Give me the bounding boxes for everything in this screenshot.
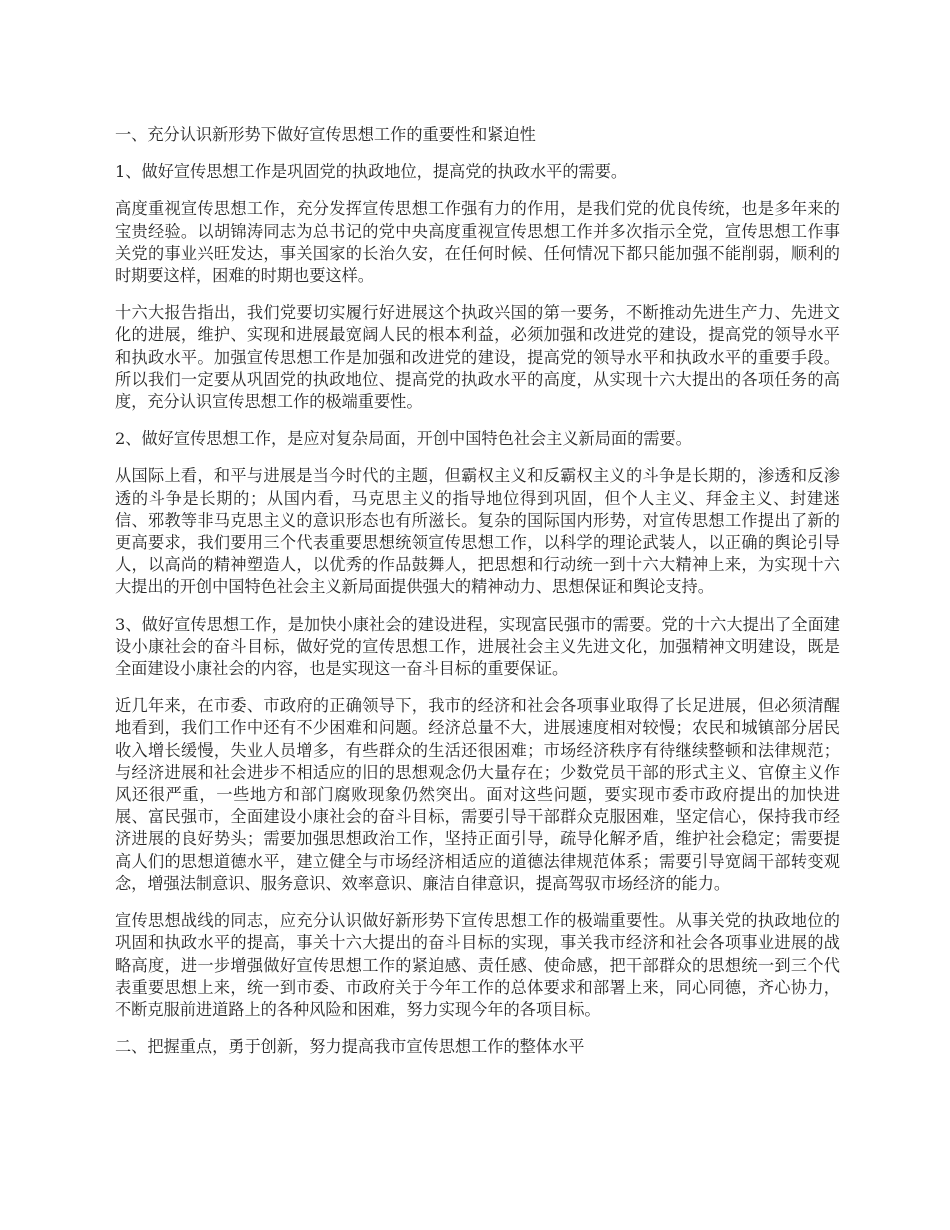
paragraph-4: 3、做好宣传思想工作，是加快小康社会的建设进程，实现富民强市的需要。党的十六大提出了全面建设小康社会的奋斗目标，做好党的宣传思想工作，进展社会主义先进文化，加强精神文明建设，既是全面建设小康社会的内容，也是实现这一奋斗目标的重要保证。 (115, 614, 840, 679)
paragraph-1: 高度重视宣传思想工作，充分发挥宣传思想工作强有力的作用，是我们党的优良传统，也是多年来的宝贵经验。以胡锦涛同志为总书记的党中央高度重视宣传思想工作并多次指示全党，宣传思想工作事关党的事业兴旺发达，事关国家的长治久安，在任何时候、任何情况下都只能加强不能削弱，顺利的时期要这样，困难的时期也要这样。 (115, 199, 840, 286)
document-page (115, 124, 840, 1073)
section-1-heading: 一、充分认识新形势下做好宣传思想工作的重要性和紧迫性 (115, 125, 536, 144)
paragraph-6: 宣传思想战线的同志，应充分认识做好新形势下宣传思想工作的极端重要性。从事关党的执政地位的巩固和执政水平的提高，事关十六大提出的奋斗目标的实现，事关我市经济和社会各项事业进展的战略高度，进一步增强做好宣传思想工作的紧迫感、责任感、使命感，把干部群众的思想统一到三个代表重要思想上来，统一到市委、市政府关于今年工作的总体要求和部署上来，同心同德，齐心协力，不断克服前进道路上的各种风险和困难，努力实现今年的各项目标。 (115, 911, 840, 1019)
point-2-heading: 2、做好宣传思想工作，是应对复杂局面，开创中国特色社会主义新局面的需要。 (115, 429, 692, 449)
section-2-heading: 二、把握重点，勇于创新，努力提高我市宣传思想工作的整体水平 (115, 1037, 585, 1057)
paragraph-2: 十六大报告指出，我们党要切实履行好进展这个执政兴国的第一要务，不断推动先进生产力、先进文化的进展，维护、实现和进展最宽阔人民的根本利益，必须加强和改进党的建设，提高党的领导水平和执政水平。加强宣传思想工作是加强和改进党的建设，提高党的领导水平和执政水平的重要手段。所以我们一定要从巩固党的执政地位、提高党的执政水平的高度，从实现十六大提出的各项任务的高度，充分认识宣传思想工作的极端重要性。 (115, 303, 840, 412)
paragraph-3: 从国际上看，和平与进展是当今时代的主题，但霸权主义和反霸权主义的斗争是长期的，渗透和反渗透的斗争是长期的；从国内看，马克思主义的指导地位得到巩固，但个人主义、拜金主义、封建迷信、邪教等非马克思主义的意识形态也有所滋长。复杂的国际国内形势，对宣传思想工作提出了新的更高要求，我们要用三个代表重要思想统领宣传思想工作，以科学的理论武装人，以正确的舆论引导人，以高尚的精神塑造人，以优秀的作品鼓舞人，把思想和行动统一到十六大精神上来，为实现十六大提出的开创中国特色社会主义新局面提供强大的精神动力、思想保证和舆论支持。 (115, 466, 840, 597)
paragraph-5: 近几年来，在市委、市政府的正确领导下，我市的经济和社会各项事业取得了长足进展，但必须清醒地看到，我们工作中还有不少困难和问题。经济总量不大，进展速度相对较慢；农民和城镇部分居民收入增长缓慢，失业人员增多，有些群众的生活还很困难；市场经济秩序有待继续整顿和法律规范；与经济进展和社会进步不相适应的旧的思想观念仍大量存在；少数党员干部的形式主义、官僚主义作风还很严重，一些地方和部门腐败现象仍然突出。面对这些问题，要实现市委市政府提出的加快进展、富民强市，全面建设小康社会的奋斗目标，需要引导干部群众克服困难，坚定信心，保持我市经济进展的良好势头；需要加强思想政治工作，坚持正面引导，疏导化解矛盾，维护社会稳定；需要提高人们的思想道德水平，建立健全与市场经济相适应的道德法律规范体系；需要引导宽阔干部转变观念，增强法制意识、服务意识、效率意识、廉洁自律意识，提高驾驭市场经济的能力。 (115, 696, 840, 893)
point-1-heading: 1、做好宣传思想工作是巩固党的执政地位，提高党的执政水平的需要。 (115, 162, 628, 182)
